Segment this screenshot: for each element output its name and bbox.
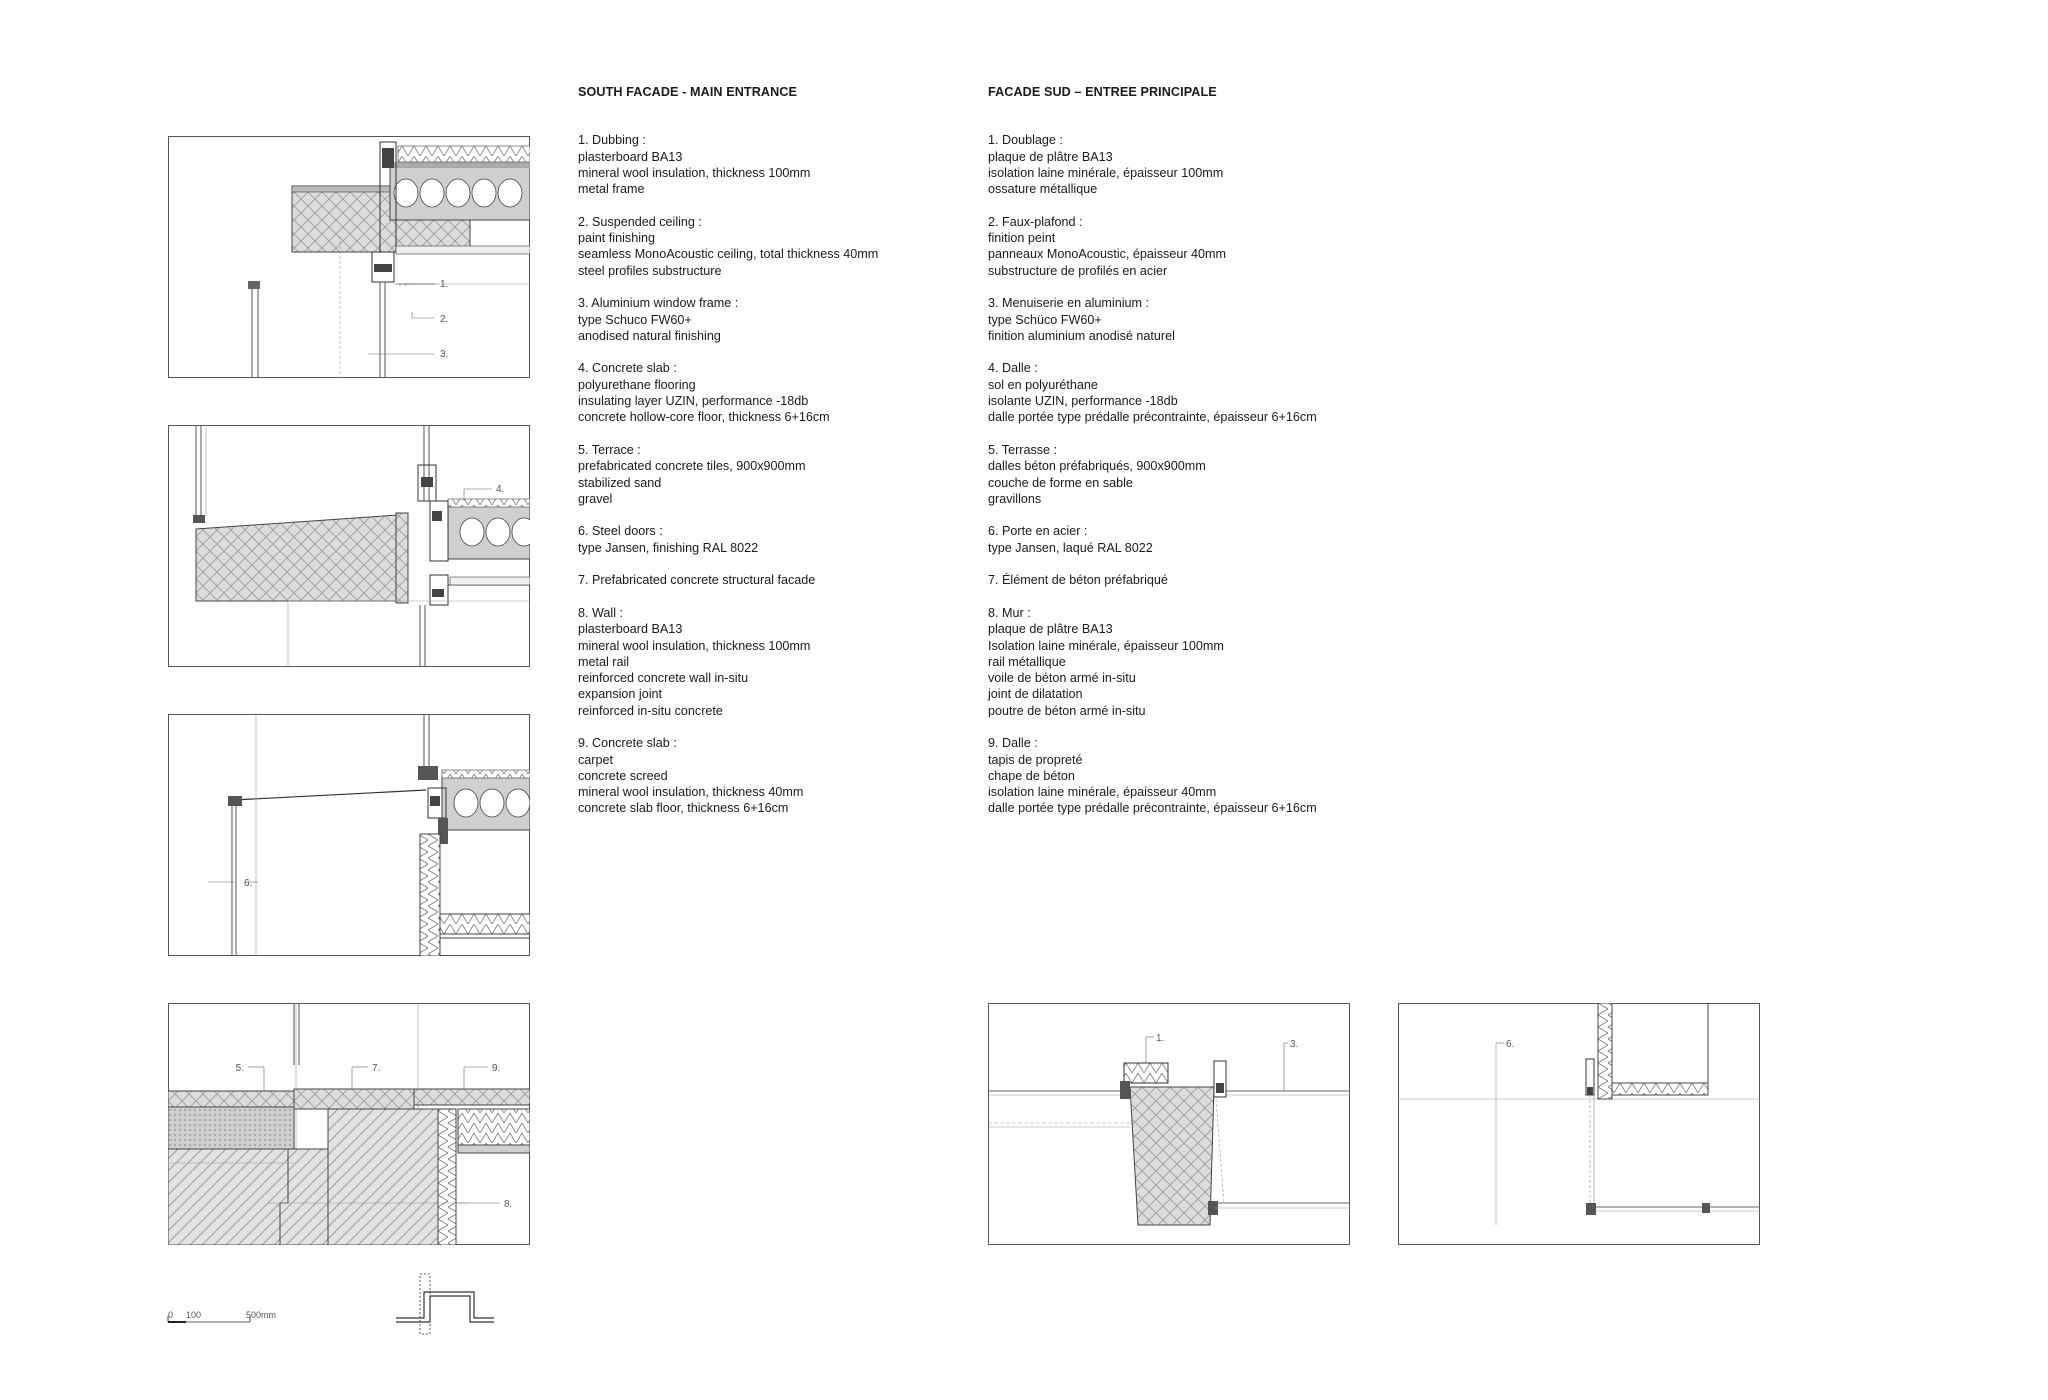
legend-item-line: plasterboard BA13 <box>578 622 683 637</box>
key-plan-icon <box>394 1272 500 1336</box>
legend-item-8 <box>578 605 878 719</box>
legend-item-line: mineral wool insulation, thickness 40mm <box>578 785 804 800</box>
legend-item-line: anodised natural finishing <box>578 328 721 343</box>
callout-5: 5. <box>235 1063 244 1074</box>
legend-item-line: couche de forme en sable <box>988 475 1133 490</box>
callout-2: 2. <box>440 314 449 325</box>
legend-item-line: mineral wool insulation, thickness 100mm <box>578 638 811 653</box>
legend-item-7 <box>578 572 878 588</box>
legend-item-3 <box>988 295 1317 344</box>
legend-item-line: gravel <box>578 491 613 506</box>
terrace-tiles <box>168 1091 294 1107</box>
scale-bar <box>166 1306 306 1332</box>
legend-item-2 <box>578 214 878 279</box>
legend-items-english <box>578 132 878 816</box>
legend-item-heading: 9. Concrete slab : <box>578 736 677 751</box>
callout-4: 4. <box>496 484 505 495</box>
callout-1: 1. <box>1156 1033 1165 1044</box>
legend-item-line: substructure de profilés en acier <box>988 263 1168 278</box>
scale-hundred: 100 <box>186 1310 202 1320</box>
prefab-facade-element <box>294 1089 414 1109</box>
legend-item-line: concrete hollow-core floor, thickness 6+16cm <box>578 410 830 425</box>
legend-item-heading: 6. Steel doors : <box>578 524 663 539</box>
legend-item-line: carpet <box>578 752 614 767</box>
callout-3: 3. <box>440 349 449 360</box>
legend-item-line: dalle portée type prédalle précontrainte, épaisseur 6+16cm <box>988 801 1317 816</box>
legend-item-line: steel profiles substructure <box>578 263 722 278</box>
wall-insulation <box>420 834 440 956</box>
legend-items-french <box>988 132 1317 816</box>
legend-item-line: dalles béton préfabriqués, 900x900mm <box>988 459 1206 474</box>
legend-english <box>578 84 878 833</box>
detail-drawing-3 <box>168 714 530 956</box>
detail-drawing-4 <box>168 1003 530 1245</box>
legend-item-line: expansion joint <box>578 687 663 702</box>
legend-item-line: Isolation laine minérale, épaisseur 100mm <box>988 638 1224 653</box>
legend-item-line: reinforced in-situ concrete <box>578 703 723 718</box>
legend-item-9 <box>988 735 1317 816</box>
scale-end: 500mm <box>246 1310 277 1320</box>
legend-title-french: FACADE SUD – ENTREE PRINCIPALE <box>988 85 1217 99</box>
detail-drawing-6 <box>1398 1003 1760 1245</box>
legend-item-heading: 4. Concrete slab : <box>578 361 677 376</box>
legend-item-8 <box>988 605 1317 719</box>
legend-item-heading: 5. Terrace : <box>578 442 641 457</box>
legend-item-5 <box>988 442 1317 507</box>
legend-item-9 <box>578 735 878 816</box>
callout-6: 6. <box>1506 1039 1515 1050</box>
legend-item-1 <box>988 132 1317 197</box>
legend-item-line: poutre de béton armé in-situ <box>988 703 1146 718</box>
legend-item-heading: 9. Dalle : <box>988 736 1038 751</box>
detail-drawing-1 <box>168 136 530 378</box>
legend-item-5 <box>578 442 878 507</box>
legend-item-heading: 5. Terrasse : <box>988 442 1058 457</box>
legend-item-4 <box>578 360 878 425</box>
callout-1: 1. <box>440 279 449 290</box>
legend-item-line: metal rail <box>578 654 630 669</box>
legend-item-line: concrete screed <box>578 768 668 783</box>
legend-item-heading: 1. Dubbing : <box>578 133 646 148</box>
legend-item-line: seamless MonoAcoustic ceiling, total thickness 40mm <box>578 247 879 262</box>
legend-item-line: prefabricated concrete tiles, 900x900mm <box>578 459 806 474</box>
legend-item-line: ossature métallique <box>988 182 1098 197</box>
legend-item-1 <box>578 132 878 197</box>
legend-item-line: tapis de propreté <box>988 752 1083 767</box>
legend-item-line: dalle portée type prédalle précontrainte, épaisseur 6+16cm <box>988 410 1317 425</box>
callout-8: 8. <box>504 1199 513 1210</box>
legend-item-line: isolation laine minérale, épaisseur 40mm <box>988 785 1217 800</box>
legend-item-line: mineral wool insulation, thickness 100mm <box>578 165 811 180</box>
legend-title-english: SOUTH FACADE - MAIN ENTRANCE <box>578 85 797 99</box>
precast-concrete-facade <box>196 515 398 601</box>
legend-french <box>988 84 1317 833</box>
legend-item-2 <box>988 214 1317 279</box>
precast-concrete-mullion <box>1130 1087 1214 1225</box>
in-situ-concrete <box>328 1109 438 1245</box>
legend-item-heading: 6. Porte en acier : <box>988 524 1088 539</box>
legend-item-line: isolante UZIN, performance -18db <box>988 394 1178 409</box>
legend-item-heading: 3. Menuiserie en aluminium : <box>988 296 1149 311</box>
legend-item-line: metal frame <box>578 182 645 197</box>
legend-item-line: rail métallique <box>988 654 1066 669</box>
legend-item-heading: 8. Wall : <box>578 605 624 620</box>
legend-item-6 <box>988 523 1317 556</box>
callout-9: 9. <box>492 1063 501 1074</box>
legend-item-line: gravillons <box>988 491 1042 506</box>
legend-item-heading: 7. Prefabricated concrete structural facade <box>578 573 816 588</box>
legend-item-4 <box>988 360 1317 425</box>
callout-3: 3. <box>1290 1039 1299 1050</box>
gravel-layer <box>168 1149 288 1245</box>
legend-item-line: concrete slab floor, thickness 6+16cm <box>578 801 789 816</box>
legend-item-line: type Jansen, laqué RAL 8022 <box>988 540 1153 555</box>
legend-item-line: voile de béton armé in-situ <box>988 671 1136 686</box>
legend-item-heading: 3. Aluminium window frame : <box>578 296 739 311</box>
callout-7: 7. <box>372 1063 381 1074</box>
legend-item-heading: 1. Doublage : <box>988 133 1063 148</box>
legend-item-line: insulating layer UZIN, performance -18db <box>578 394 809 409</box>
legend-item-line: sol en polyuréthane <box>988 377 1098 392</box>
legend-item-3 <box>578 295 878 344</box>
legend-item-line: plaque de plâtre BA13 <box>988 149 1113 164</box>
wall-insulation <box>1598 1003 1612 1099</box>
legend-item-line: stabilized sand <box>578 475 662 490</box>
legend-item-heading: 8. Mur : <box>988 605 1031 620</box>
legend-item-heading: 2. Faux-plafond : <box>988 214 1083 229</box>
detail-drawing-5 <box>988 1003 1350 1245</box>
legend-item-heading: 7. Élément de béton préfabriqué <box>988 573 1168 588</box>
legend-item-line: finition aluminium anodisé naturel <box>988 328 1175 343</box>
legend-item-heading: 2. Suspended ceiling : <box>578 214 702 229</box>
legend-item-line: plaque de plâtre BA13 <box>988 622 1113 637</box>
legend-item-line: plasterboard BA13 <box>578 149 683 164</box>
legend-item-line: polyurethane flooring <box>578 377 696 392</box>
legend-item-line: type Schuco FW60+ <box>578 312 692 327</box>
callout-6: 6. <box>244 878 253 889</box>
legend-item-line: paint finishing <box>578 231 656 246</box>
legend-item-6 <box>578 523 878 556</box>
legend-item-line: chape de béton <box>988 768 1075 783</box>
detail-drawing-2 <box>168 425 530 667</box>
wall-insulation <box>438 1109 456 1245</box>
legend-item-7 <box>988 572 1317 588</box>
legend-item-heading: 4. Dalle : <box>988 361 1038 376</box>
legend-item-line: type Jansen, finishing RAL 8022 <box>578 540 759 555</box>
legend-item-line: panneaux MonoAcoustic, épaisseur 40mm <box>988 247 1227 262</box>
legend-item-line: finition peint <box>988 231 1056 246</box>
scale-zero: 0 <box>168 1310 174 1320</box>
legend-item-line: isolation laine minérale, épaisseur 100mm <box>988 165 1224 180</box>
legend-item-line: joint de dilatation <box>988 687 1083 702</box>
legend-item-line: reinforced concrete wall in-situ <box>578 671 749 686</box>
legend-item-line: type Schüco FW60+ <box>988 312 1102 327</box>
